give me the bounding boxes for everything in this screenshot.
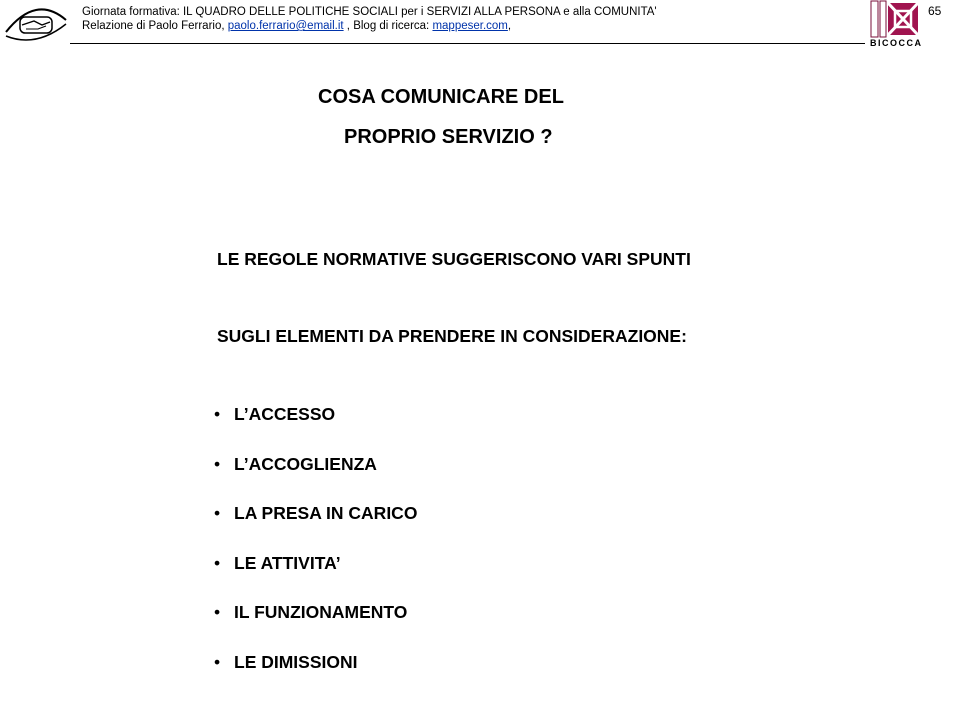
list-item-text: L’ACCESSO <box>234 404 336 424</box>
slide-title-line-1: COSA COMUNICARE DEL <box>318 86 564 108</box>
university-logo <box>868 0 924 50</box>
blog-link[interactable]: mappeser.com <box>432 20 508 32</box>
list-item <box>214 652 357 673</box>
list-item-text: L’ACCOGLIENZA <box>234 454 377 474</box>
speaker-suffix: , <box>507 20 512 32</box>
list-item <box>214 503 417 524</box>
page-number: 65 <box>928 4 942 18</box>
handshake-logo-icon <box>4 2 68 46</box>
slide-title-line-2: PROPRIO SERVIZIO ? <box>344 126 553 148</box>
bicocca-logo-icon <box>868 0 924 40</box>
header-divider <box>70 43 865 44</box>
list-item-text: LE DIMISSIONI <box>234 652 358 672</box>
header-text <box>82 5 657 33</box>
email-link[interactable]: paolo.ferrario@email.it <box>227 20 344 32</box>
blog-label: , Blog di ricerca: <box>343 20 433 32</box>
intro-line-2: SUGLI ELEMENTI DA PRENDERE IN CONSIDERAZIONE: <box>217 326 687 346</box>
university-logo-label: BICOCCA <box>870 38 923 48</box>
list-item-text: IL FUNZIONAMENTO <box>234 602 408 622</box>
list-item-text: LE ATTIVITA’ <box>234 553 341 573</box>
speaker-prefix: Relazione di Paolo Ferrario, <box>82 20 228 32</box>
list-item <box>214 454 377 475</box>
bullet-icon: • <box>214 503 221 523</box>
intro-line-1: LE REGOLE NORMATIVE SUGGERISCONO VARI SPUNTI <box>217 249 691 269</box>
bullet-icon: • <box>214 652 221 672</box>
list-item <box>214 553 341 574</box>
list-item <box>214 602 407 623</box>
bullet-icon: • <box>214 602 221 622</box>
speaker-line <box>82 19 657 33</box>
list-item-text: LA PRESA IN CARICO <box>234 503 418 523</box>
bullet-icon: • <box>214 553 221 573</box>
bullet-icon: • <box>214 454 221 474</box>
bullet-icon: • <box>214 404 221 424</box>
page-header <box>0 0 960 50</box>
list-item <box>214 404 335 425</box>
event-title: Giornata formativa: IL QUADRO DELLE POLITICHE SOCIALI per i SERVIZI ALLA PERSONA e alla COMUNITA' <box>82 6 657 18</box>
